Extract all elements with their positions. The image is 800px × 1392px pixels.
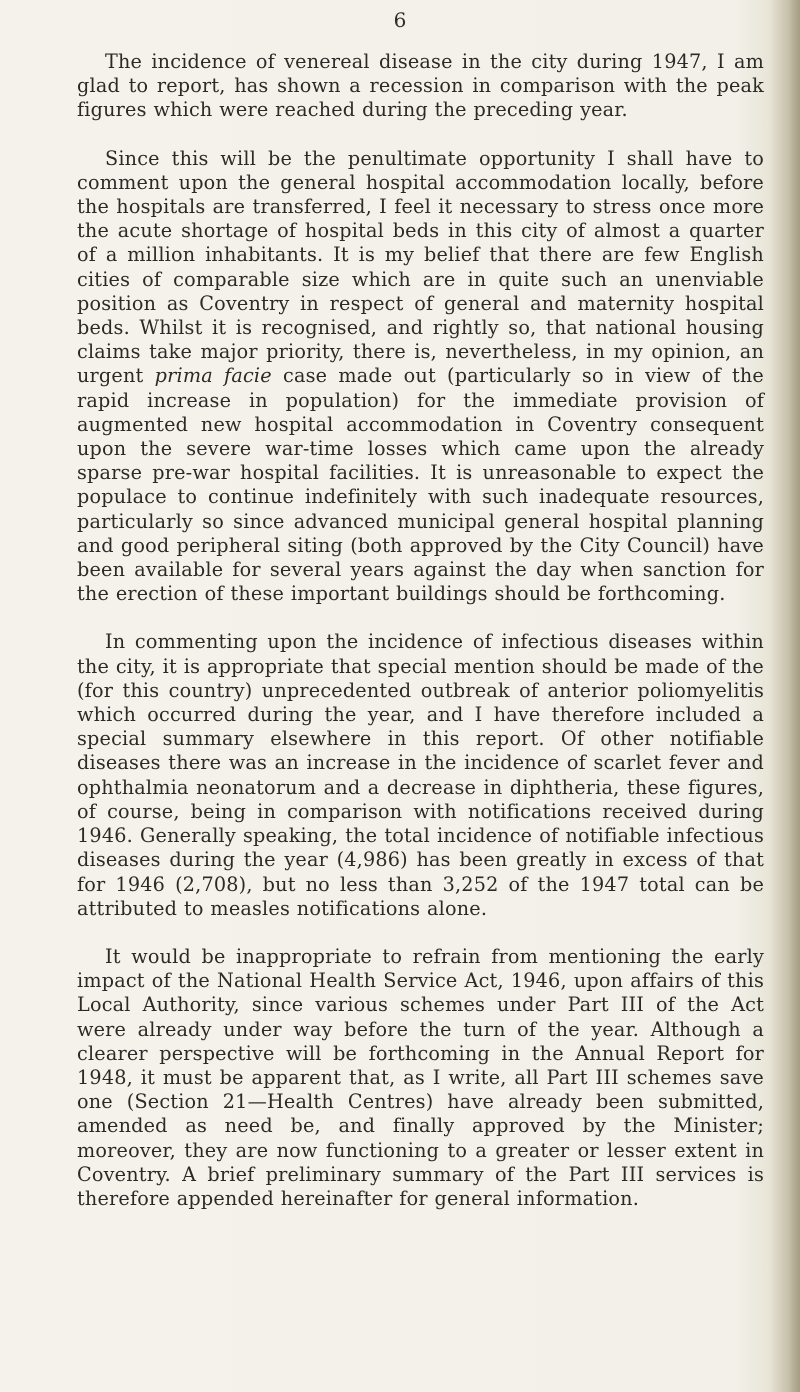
paragraph-hospital-accommodation [77, 147, 764, 607]
paragraph-hospital-text-after: case made out (particularly so in view of the rapid increase in population) for the immediate provision of augmented new hospital accommodation in Coventry consequent upon the severe war-time losses which came upon the already sparse pre-war hospital facilities. It is unreasonable to expect the populace to continue indefinitely with such inadequate resources, particularly so since advanced municipal general hospital planning and good peripheral siting (both approved by the City Council) have been available for several years against the day when sanction for the erection of these important buildings should be forthcoming. [77, 364, 764, 606]
paragraph-national-health-service: It would be inappropriate to refrain from mentioning the early impact of the National Health Service Act, 1946, upon affairs of this Local Authority, since various schemes under Part III of the Act were already under way before the turn of the year. Although a clearer perspective will be forthcoming in the Annual Report for 1948, it must be apparent that, as I write, all Part III schemes save one (Section 21—Health Centres) have already been submitted, amended as need be, and finally approved by the Minister; moreover, they are now functioning to a greater or lesser extent in Coventry. A brief preliminary summary of the Part III services is therefore appended hereinafter for general information. [77, 944, 764, 1210]
paragraph-hospital-text-before: Since this will be the penultimate opportunity I shall have to comment upon the general hospital accommodation locally, before the hospitals are transferred, I feel it necessary to stress once more the acute shortage of hospital beds in this city of almost a quarter of a million inhabitants. It is my belief that there are few English cities of comparable size which are in quite such an unenviable position as Coventry in respect of general and maternity hospital beds. Whilst it is recognised, and rightly so, that national housing claims take major priority, there is, nevertheless, in my opinion, an urgent [77, 146, 764, 388]
page-number: 6 [393, 8, 407, 32]
page-edge-shadow [770, 0, 800, 1392]
paragraph-venereal-disease: The incidence of venereal disease in the city during 1947, I am glad to report, has shown a recession in comparison with the peak figures which were reached during the preceding year. [77, 50, 764, 122]
italic-phrase: prima facie [154, 364, 272, 388]
paragraph-infectious-diseases: In commenting upon the incidence of infectious diseases within the city, it is appropriate that special mention should be made of the (for this country) unprecedented outbreak of anterior poliomyelitis which occurred during the year, and I have therefore included a special summary elsewhere in this report. Of other notifiable diseases there was an increase in the incidence of scarlet fever and ophthalmia neonatorum and a decrease in diphtheria, these figures, of course, being in comparison with notifications received during 1946. Generally speaking, the total incidence of notifiable infectious diseases during the year (4,986) has been greatly in excess of that for 1946 (2,708), but no less than 3,252 of the 1947 total can be attributed to measles notifications alone. [77, 630, 764, 920]
body-text [77, 50, 764, 1211]
